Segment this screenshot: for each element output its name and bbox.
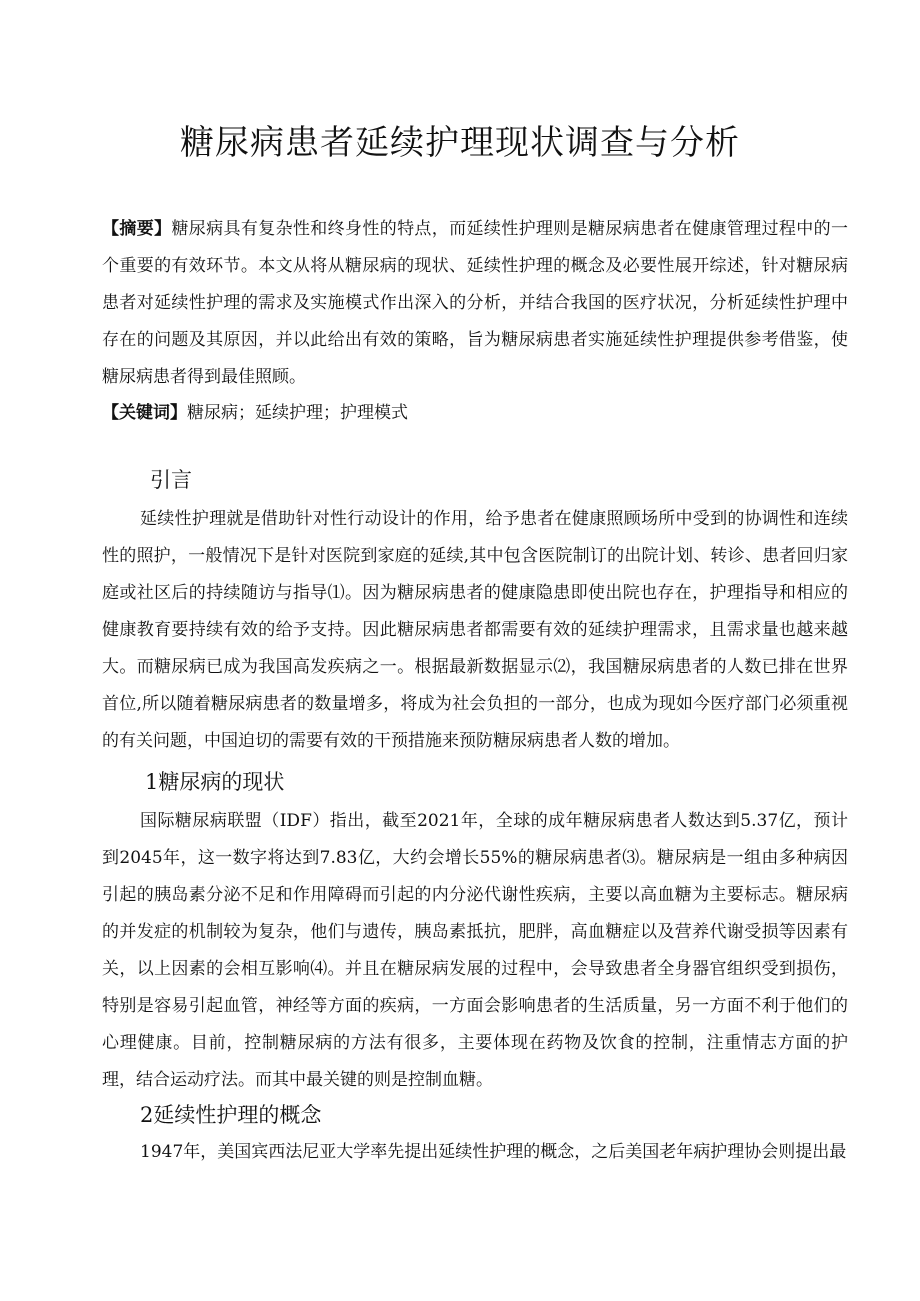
keywords-text: 糖尿病；延续护理；护理模式 <box>187 403 408 423</box>
abstract-text: 糖尿病具有复杂性和终身性的特点，而延续性护理则是糖尿病患者在健康管理过程中的一个重要的有效环节。本文从将从糖尿病的现状、延续性护理的概念及必要性展开综述，针对糖尿病患者对延续性护理的需求及实施模式作出深入的分析，并结合我国的医疗状况，分析延续性护理中存在的问题及其原因，并以此给出有效的策略，旨为糖尿病患者实施延续性护理提供参考借鉴，使糖尿病患者得到最佳照顾。 <box>102 219 849 387</box>
intro-heading: 引言 <box>150 468 192 492</box>
abstract-label: 【摘要】 <box>102 219 172 239</box>
keywords-label: 【关键词】 <box>102 403 187 423</box>
section2-heading: 2延续性护理的概念 <box>140 1103 322 1127</box>
section1-heading: 1糖尿病的现状 <box>145 770 285 794</box>
page-title: 糖尿病患者延续护理现状调查与分析 <box>180 123 740 163</box>
keywords-paragraph <box>102 395 848 432</box>
intro-paragraph: 延续性护理就是借助针对性行动设计的作用，给予患者在健康照顾场所中受到的协调性和连续性的照护，一般情况下是针对医院到家庭的延续,其中包含医院制订的出院计划、转诊、患者回归家庭或社区后的持续随访与指导⑴。因为糖尿病患者的健康隐患即使出院也存在，护理指导和相应的健康教育要持续有效的给予支持。因此糖尿病患者都需要有效的延续护理需求，且需求量也越来越大。而糖尿病已成为我国高发疾病之一。根据最新数据显示⑵，我国糖尿病患者的人数已排在世界首位,所以随着糖尿病患者的数量增多，将成为社会负担的一部分，也成为现如今医疗部门必须重视的有关问题，中国迫切的需要有效的干预措施来预防糖尿病患者人数的增加。 <box>102 509 848 751</box>
abstract-paragraph <box>102 211 848 396</box>
section2-paragraph: 1947年，美国宾西法尼亚大学率先提出延续性护理的概念，之后美国老年病护理协会则提出最 <box>140 1142 847 1162</box>
section1-paragraph: 国际糖尿病联盟（IDF）指出，截至2021年，全球的成年糖尿病患者人数达到5.37亿，预计到2045年，这一数字将达到7.83亿，大约会增长55%的糖尿病患者⑶。糖尿病是一组由多种病因引起的胰岛素分泌不足和作用障碍而引起的内分泌代谢性疾病，主要以高血糖为主要标志。糖尿病的并发症的机制较为复杂，他们与遗传，胰岛素抵抗，肥胖，高血糖症以及营养代谢受损等因素有关，以上因素的会相互影响⑷。并且在糖尿病发展的过程中，会导致患者全身器官组织受到损伤，特别是容易引起血管，神经等方面的疾病，一方面会影响患者的生活质量，另一方面不利于他们的心理健康。目前，控制糖尿病的方法有很多，主要体现在药物及饮食的控制，注重情志方面的护理，结合运动疗法。而其中最关键的则是控制血糖。 <box>102 811 848 1090</box>
